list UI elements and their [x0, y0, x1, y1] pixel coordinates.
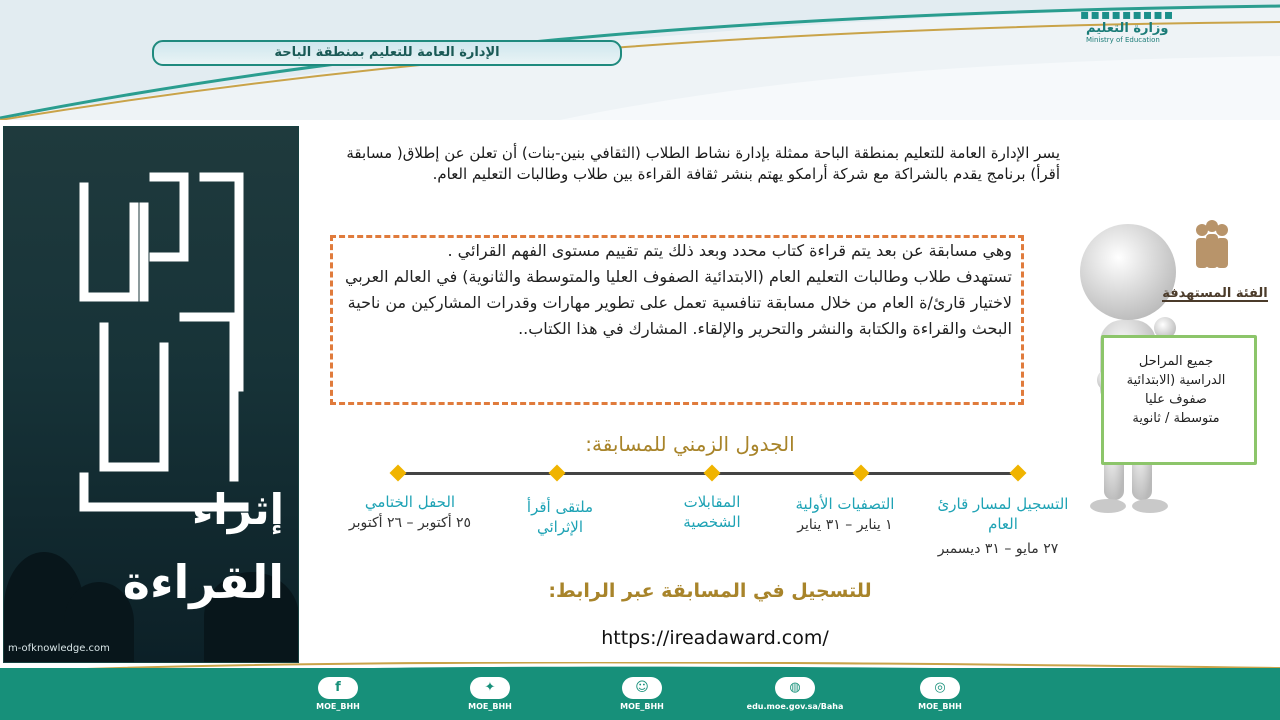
social-handle: MOE_BHH: [316, 702, 360, 711]
intro-paragraph: يسر الإدارة العامة للتعليم بمنطقة الباحة ممثلة بإدارة نشاط الطلاب (الثقافي بنين-بنات) أن تعلن عن إطلاق( مسابقة أقرأ) برنامج يقدم بالشراكة مع شركة أرامكو يهتم بنشر ثقافة القراءة بين طلاب وطالبات التعليم العام.: [346, 144, 1060, 183]
globe-icon: ◍: [775, 677, 815, 699]
registration-link[interactable]: https://ireadaward.com/: [601, 627, 829, 649]
timeline-title: الجدول الزمني للمسابقة:: [585, 432, 795, 456]
timeline-event-closing: الحفل الختامي: [364, 493, 456, 511]
twitter-icon: ✦: [470, 677, 510, 699]
timeline-marker: [1010, 465, 1027, 482]
registration-title: للتسجيل في المسابقة عبر الرابط:: [548, 580, 872, 602]
timeline-marker: [549, 465, 566, 482]
poster-title-line1: إثراء: [191, 485, 284, 534]
poster-watermark: m-ofknowledge.com: [8, 643, 110, 654]
target-group-line: متوسطة / ثانوية: [1132, 411, 1220, 426]
logo-english-text: Ministry of Education: [1086, 36, 1160, 44]
timeline-event-date: ١ يناير – ٣١ يناير: [797, 517, 893, 533]
target-group-line: جميع المراحل: [1138, 354, 1214, 369]
poster-title-line2: القراءة: [122, 555, 284, 609]
target-group-heading: الفئة المستهدفة: [1162, 286, 1268, 301]
logo-dots-icon: ▪▪▪▪▪▪▪▪▪: [1080, 7, 1175, 23]
target-group-line: الدراسية (الابتدائية: [1126, 373, 1226, 388]
social-handle: edu.moe.gov.sa/Baha: [746, 702, 844, 711]
twitter-link[interactable]: [445, 677, 535, 711]
facebook-icon: f: [318, 677, 358, 699]
target-group-text: [1106, 352, 1246, 428]
competition-poster: [3, 126, 299, 663]
timeline-event-date: ٢٧ مايو – ٣١ ديسمبر: [937, 541, 1059, 557]
description-paragraph-1: وهي مسابقة عن بعد يتم قراءة كتاب محدد وبعد ذلك يتم تقييم مستوى الفهم القرائي .: [447, 241, 1012, 260]
timeline-event-forum: ملتقى أقرأ الإثرائي: [526, 498, 594, 536]
timeline-event-date: ٢٥ أكتوبر – ٢٦ أكتوبر: [348, 515, 472, 531]
timeline-marker: [390, 465, 407, 482]
description-text: [342, 238, 1012, 342]
description-paragraph-2: تستهدف طلاب وطالبات التعليم العام (الابتدائية الصفوف العليا والمتوسطة والثانوية) في العالم العربي لاختيار قارئ/ة العام من خلال مسابقة تنافسية تعمل على تطوير مهارات وقدرات المشاركين من ناحية البحث والقراءة والكتابة والنشر والتحرير والإلقاء. المشارك في هذا الكتاب..: [344, 267, 1012, 338]
timeline-event-qualifiers: التصفيات الأولية: [795, 495, 895, 513]
logo-arabic-text: وزارة التعليم: [1086, 21, 1169, 36]
instagram-link[interactable]: [895, 677, 985, 711]
timeline-marker: [853, 465, 870, 482]
page-header: [0, 0, 1280, 120]
social-handle: MOE_BHH: [468, 702, 512, 711]
timeline-event-interviews: المقابلات الشخصية: [683, 493, 741, 531]
website-link[interactable]: [735, 677, 855, 711]
people-icon: [1192, 218, 1232, 274]
facebook-link[interactable]: [293, 677, 383, 711]
org-name-banner: الإدارة العامة للتعليم بمنطقة الباحة: [152, 40, 622, 66]
timeline-marker: [704, 465, 721, 482]
social-handle: MOE_BHH: [918, 702, 962, 711]
social-handle: MOE_BHH: [620, 702, 664, 711]
snapchat-icon: ☺: [622, 677, 662, 699]
ministry-logo: [1080, 8, 1220, 48]
snapchat-link[interactable]: [597, 677, 687, 711]
target-group-line: صفوف عليا: [1145, 392, 1207, 407]
timeline-event-registration: التسجيل لمسار قارئ العام: [937, 495, 1069, 533]
instagram-icon: ◎: [920, 677, 960, 699]
